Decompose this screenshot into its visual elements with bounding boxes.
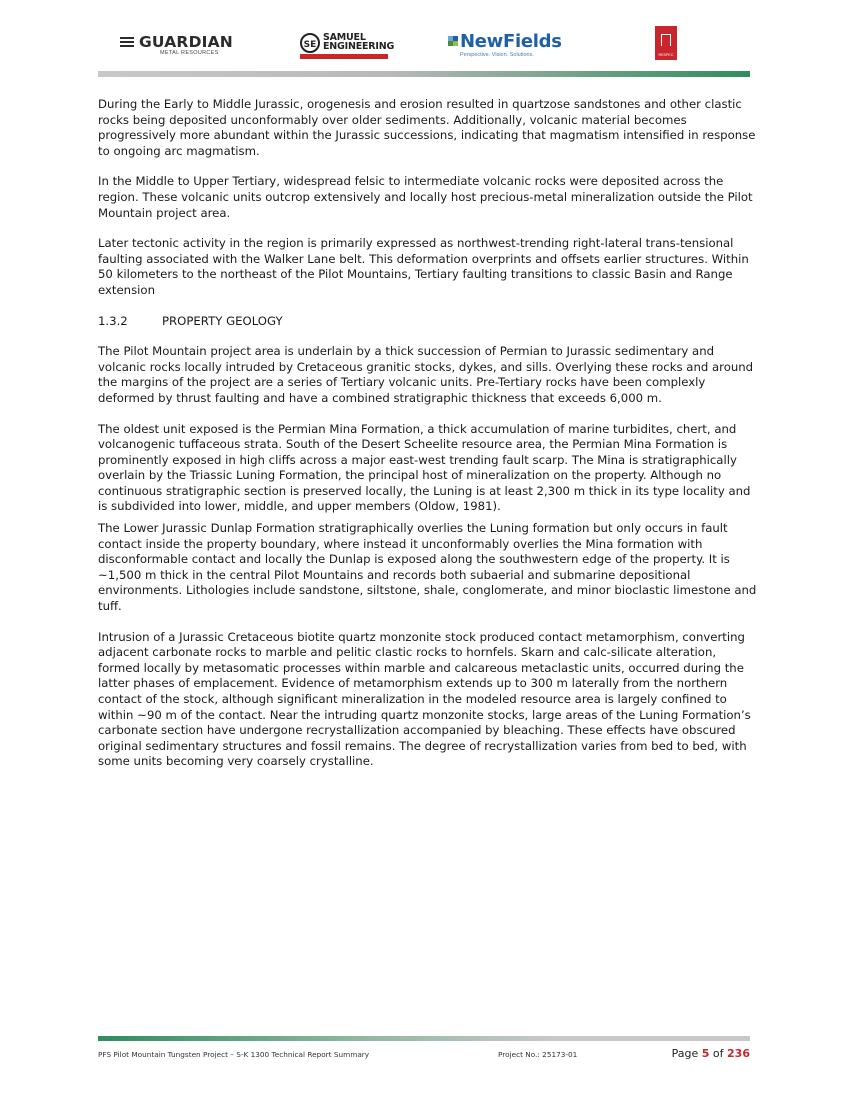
body-paragraph: Later tectonic activity in the region is primarily expressed as northwest-trending right-lateral trans-tensional faulting associated with the Walker Lane belt. This deformation overprints and offsets earlier structures. Within 50 kilometers to the northeast of the Pilot Mountains, Tertiary faulting transitions to classic Basin and Range extension bbox=[98, 236, 749, 297]
body-paragraph: During the Early to Middle Jurassic, orogenesis and erosion resulted in quartzose sandstones and other clastic rocks being deposited unconformably over older sediments. Additionally, volcanic material becomes progressively more abundant within the Jurassic successions, indicating that magmatism intensified in response to ongoing arc magmatism. bbox=[98, 97, 756, 158]
report-body bbox=[98, 97, 758, 785]
page-total: 236 bbox=[727, 1047, 750, 1060]
guardian-logo-subtitle: METAL RESOURCES bbox=[160, 50, 219, 56]
body-paragraph: Intrusion of a Jurassic Cretaceous biotite quartz monzonite stock produced contact metamorphism, converting adjacent carbonate rocks to marble and pelitic clastic rocks to hornfels. Skarn and calc-silicate alteration, formed locally by metasomatic processes within marble and calcareous metaclastic units, occurred during the latter phases of emplacement. Evidence of metamorphism extends up to 300 m laterally from the northern contact of the stock, although significant mineralization in the modeled resource area is largely confined to within ~90 m of the contact. Near the intruding quartz monzonite stocks, large areas of the Luning Formation’s carbonate section have undergone recrystallization accompanied by bleaching. These effects have obscured original sedimentary structures and fossil remains. The degree of recrystallization varies from bed to bed, with some units becoming very coarsely crystalline. bbox=[98, 629, 751, 769]
newfields-squares-icon bbox=[448, 36, 458, 46]
footer-divider bbox=[98, 1036, 750, 1041]
newfields-tagline: Perspective. Vision. Solutions. bbox=[460, 52, 534, 58]
newfields-logo-text: NewFields bbox=[460, 31, 562, 52]
respec-logo-text: RESPEC bbox=[658, 53, 674, 57]
body-paragraph: In the Middle to Upper Tertiary, widespread felsic to intermediate volcanic rocks were deposited across the region. These volcanic units outcrop extensively and locally host precious-metal mineralization outside the Pilot Mountain project area. bbox=[98, 174, 753, 220]
page-header bbox=[98, 20, 750, 72]
body-paragraph: The oldest unit exposed is the Permian Mina Formation, a thick accumulation of marine turbidites, chert, and volcanogenic tuffaceous strata. South of the Desert Scheelite resource area, the Permian Mina Formation is prominently exposed in high cliffs across a major east-west trending fault scarp. The Mina is stratigraphically overlain by the Triassic Luning Formation, the principal host of mineralization on the property. Although no continuous stratigraphic section is preserved locally, the Luning is at least 2,300 m thick in its type locality and is subdivided into lower, middle, and upper members (Oldow, 1981). bbox=[98, 421, 751, 514]
body-paragraph: The Lower Jurassic Dunlap Formation stratigraphically overlies the Luning formation but only occurs in fault contact inside the property boundary, where instead it unconformably overlies the Mina formation with disconformable contact and locally the Dunlap is exposed along the southwestern edge of the property. It is ~1,500 m thick in the central Pilot Mountains and records both subaerial and submarine depositional environments. Lithologies include sandstone, siltstone, shale, conglomerate, and minor bioclastic limestone and tuff. bbox=[98, 521, 757, 614]
footer-report-title: PFS Pilot Mountain Tungsten Project – S-K 1300 Technical Report Summary bbox=[98, 1050, 370, 1059]
section-title: PROPERTY GEOLOGY bbox=[162, 313, 283, 328]
page-number bbox=[672, 1047, 750, 1060]
body-paragraph: The Pilot Mountain project area is underlain by a thick succession of Permian to Jurassic sedimentary and volcanic rocks locally intruded by Cretaceous granitic stocks, dykes, and sills. Overlying these rocks and around the margins of the project are a series of Tertiary volcanic units. Pre-Tertiary rocks have been complexly deformed by thrust faulting and have a combined stratigraphic thickness that exceeds 6,000 m. bbox=[98, 344, 754, 405]
page-footer bbox=[98, 1047, 750, 1063]
section-heading bbox=[98, 314, 758, 330]
guardian-logo-text: GUARDIAN bbox=[139, 33, 233, 51]
page-separator: of bbox=[709, 1047, 728, 1060]
samuel-se-mark: SE bbox=[300, 33, 320, 53]
guardian-logo bbox=[120, 34, 233, 57]
samuel-logo-line2: ENGINEERING bbox=[323, 41, 395, 52]
page-prefix: Page bbox=[671, 1047, 702, 1060]
section-number: 1.3.2 bbox=[98, 313, 128, 328]
header-divider bbox=[98, 71, 750, 77]
footer-project-number: Project No.: 25173-01 bbox=[498, 1050, 578, 1059]
samuel-red-strip bbox=[300, 54, 388, 59]
samuel-logo-line1: SAMUEL bbox=[323, 32, 366, 43]
respec-logo bbox=[655, 26, 677, 60]
guardian-bars-icon bbox=[120, 37, 134, 47]
page-current: 5 bbox=[701, 1047, 710, 1060]
respec-mark-icon bbox=[661, 34, 671, 46]
